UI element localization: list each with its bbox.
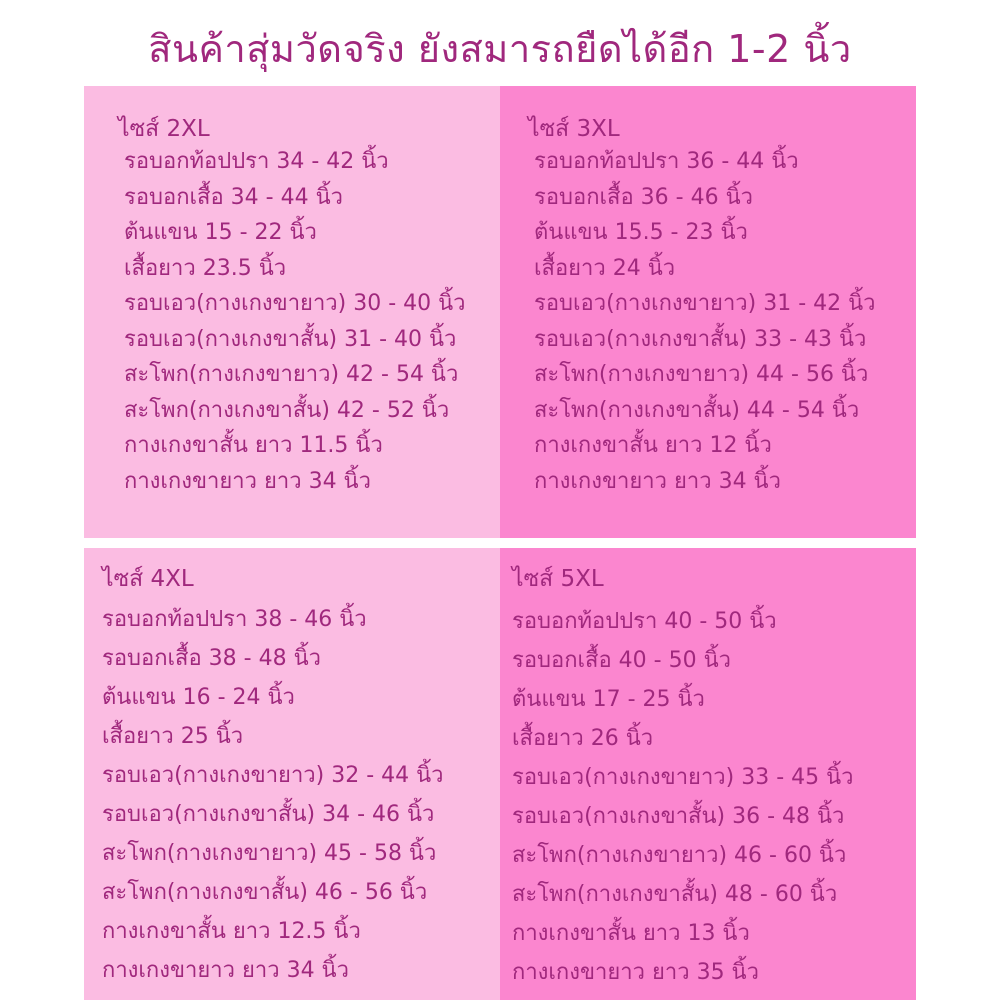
measurement-list [118,144,500,499]
measurement-row: ต้นแขน 15.5 - 23 นิ้ว [534,220,748,245]
size-panel-3xl [500,86,916,538]
measurement-list [528,144,916,499]
measurement-list [512,602,916,992]
measurement-row: ต้นแขน 16 - 24 นิ้ว [102,685,295,710]
measurement-row: เสื้อยาว 26 นิ้ว [512,726,654,751]
size-title: ไซส์ 3XL [528,116,620,142]
measurement-row: รอบเอว(กางเกงขายาว) 32 - 44 นิ้ว [102,763,444,788]
size-panel-2xl [84,86,500,538]
measurement-row: เสื้อยาว 25 นิ้ว [102,724,244,749]
measurement-row: รอบเอว(กางเกงขายาว) 31 - 42 นิ้ว [534,291,876,316]
measurement-row: รอบอกเสื้อ 40 - 50 นิ้ว [512,648,731,673]
measurement-row: เสื้อยาว 23.5 นิ้ว [124,255,287,281]
size-panel-5xl [500,548,916,1000]
measurement-list [102,600,500,990]
measurement-row: สะโพก(กางเกงขายาว) 44 - 56 นิ้ว [534,362,869,387]
measurement-row: รอบเอว(กางเกงขาสั้น) 33 - 43 นิ้ว [534,326,867,352]
measurement-row: สะโพก(กางเกงขายาว) 42 - 54 นิ้ว [124,362,459,387]
measurement-row: รอบเอว(กางเกงขาสั้น) 36 - 48 นิ้ว [512,804,845,829]
measurement-row: กางเกงขาสั้น ยาว 11.5 นิ้ว [124,433,383,458]
measurement-row: รอบอกเสื้อ 34 - 44 นิ้ว [124,184,343,210]
size-title: ไซส์ 5XL [512,566,604,592]
measurement-row: รอบอกท้อปปรา 40 - 50 นิ้ว [512,609,777,634]
measurement-row: รอบอกเสื้อ 38 - 48 นิ้ว [102,646,321,671]
measurement-row: สะโพก(กางเกงขายาว) 46 - 60 นิ้ว [512,843,847,868]
measurement-row: สะโพก(กางเกงขาสั้น) 44 - 54 นิ้ว [534,397,860,423]
measurement-row: กางเกงขายาว ยาว 35 นิ้ว [512,960,759,985]
measurement-row: รอบอกท้อปปรา 36 - 44 นิ้ว [534,149,799,174]
measurement-row: กางเกงขาสั้น ยาว 13 นิ้ว [512,921,750,946]
measurement-row: รอบเอว(กางเกงขายาว) 33 - 45 นิ้ว [512,765,854,790]
page-title: สินค้าสุ่มวัดจริง ยังสมารถยืดได้อีก 1-2 นิ้ว [148,27,852,71]
measurement-row: กางเกงขายาว ยาว 34 นิ้ว [102,958,349,983]
measurement-row: ต้นแขน 15 - 22 นิ้ว [124,220,317,245]
measurement-row: เสื้อยาว 24 นิ้ว [534,255,676,281]
measurement-row: กางเกงขายาว ยาว 34 นิ้ว [534,468,781,494]
measurement-row: สะโพก(กางเกงขายาว) 45 - 58 นิ้ว [102,841,437,866]
measurement-row: สะโพก(กางเกงขาสั้น) 42 - 52 นิ้ว [124,397,450,423]
measurement-row: สะโพก(กางเกงขาสั้น) 46 - 56 นิ้ว [102,880,428,905]
measurement-row: รอบอกท้อปปรา 34 - 42 นิ้ว [124,149,389,174]
size-panel-4xl [84,548,500,1000]
measurement-row: รอบเอว(กางเกงขาสั้น) 31 - 40 นิ้ว [124,326,457,352]
measurement-row: รอบเอว(กางเกงขายาว) 30 - 40 นิ้ว [124,291,466,316]
measurement-row: รอบอกเสื้อ 36 - 46 นิ้ว [534,184,753,210]
measurement-row: สะโพก(กางเกงขาสั้น) 48 - 60 นิ้ว [512,882,838,907]
size-title: ไซส์ 2XL [118,116,210,142]
size-title: ไซส์ 4XL [102,566,194,592]
measurement-row: กางเกงขาสั้น ยาว 12 นิ้ว [534,433,772,458]
measurement-row: กางเกงขายาว ยาว 34 นิ้ว [124,468,371,494]
measurement-row: กางเกงขาสั้น ยาว 12.5 นิ้ว [102,919,361,944]
measurement-row: ต้นแขน 17 - 25 นิ้ว [512,687,705,712]
measurement-row: รอบเอว(กางเกงขาสั้น) 34 - 46 นิ้ว [102,802,435,827]
measurement-row: รอบอกท้อปปรา 38 - 46 นิ้ว [102,607,367,632]
